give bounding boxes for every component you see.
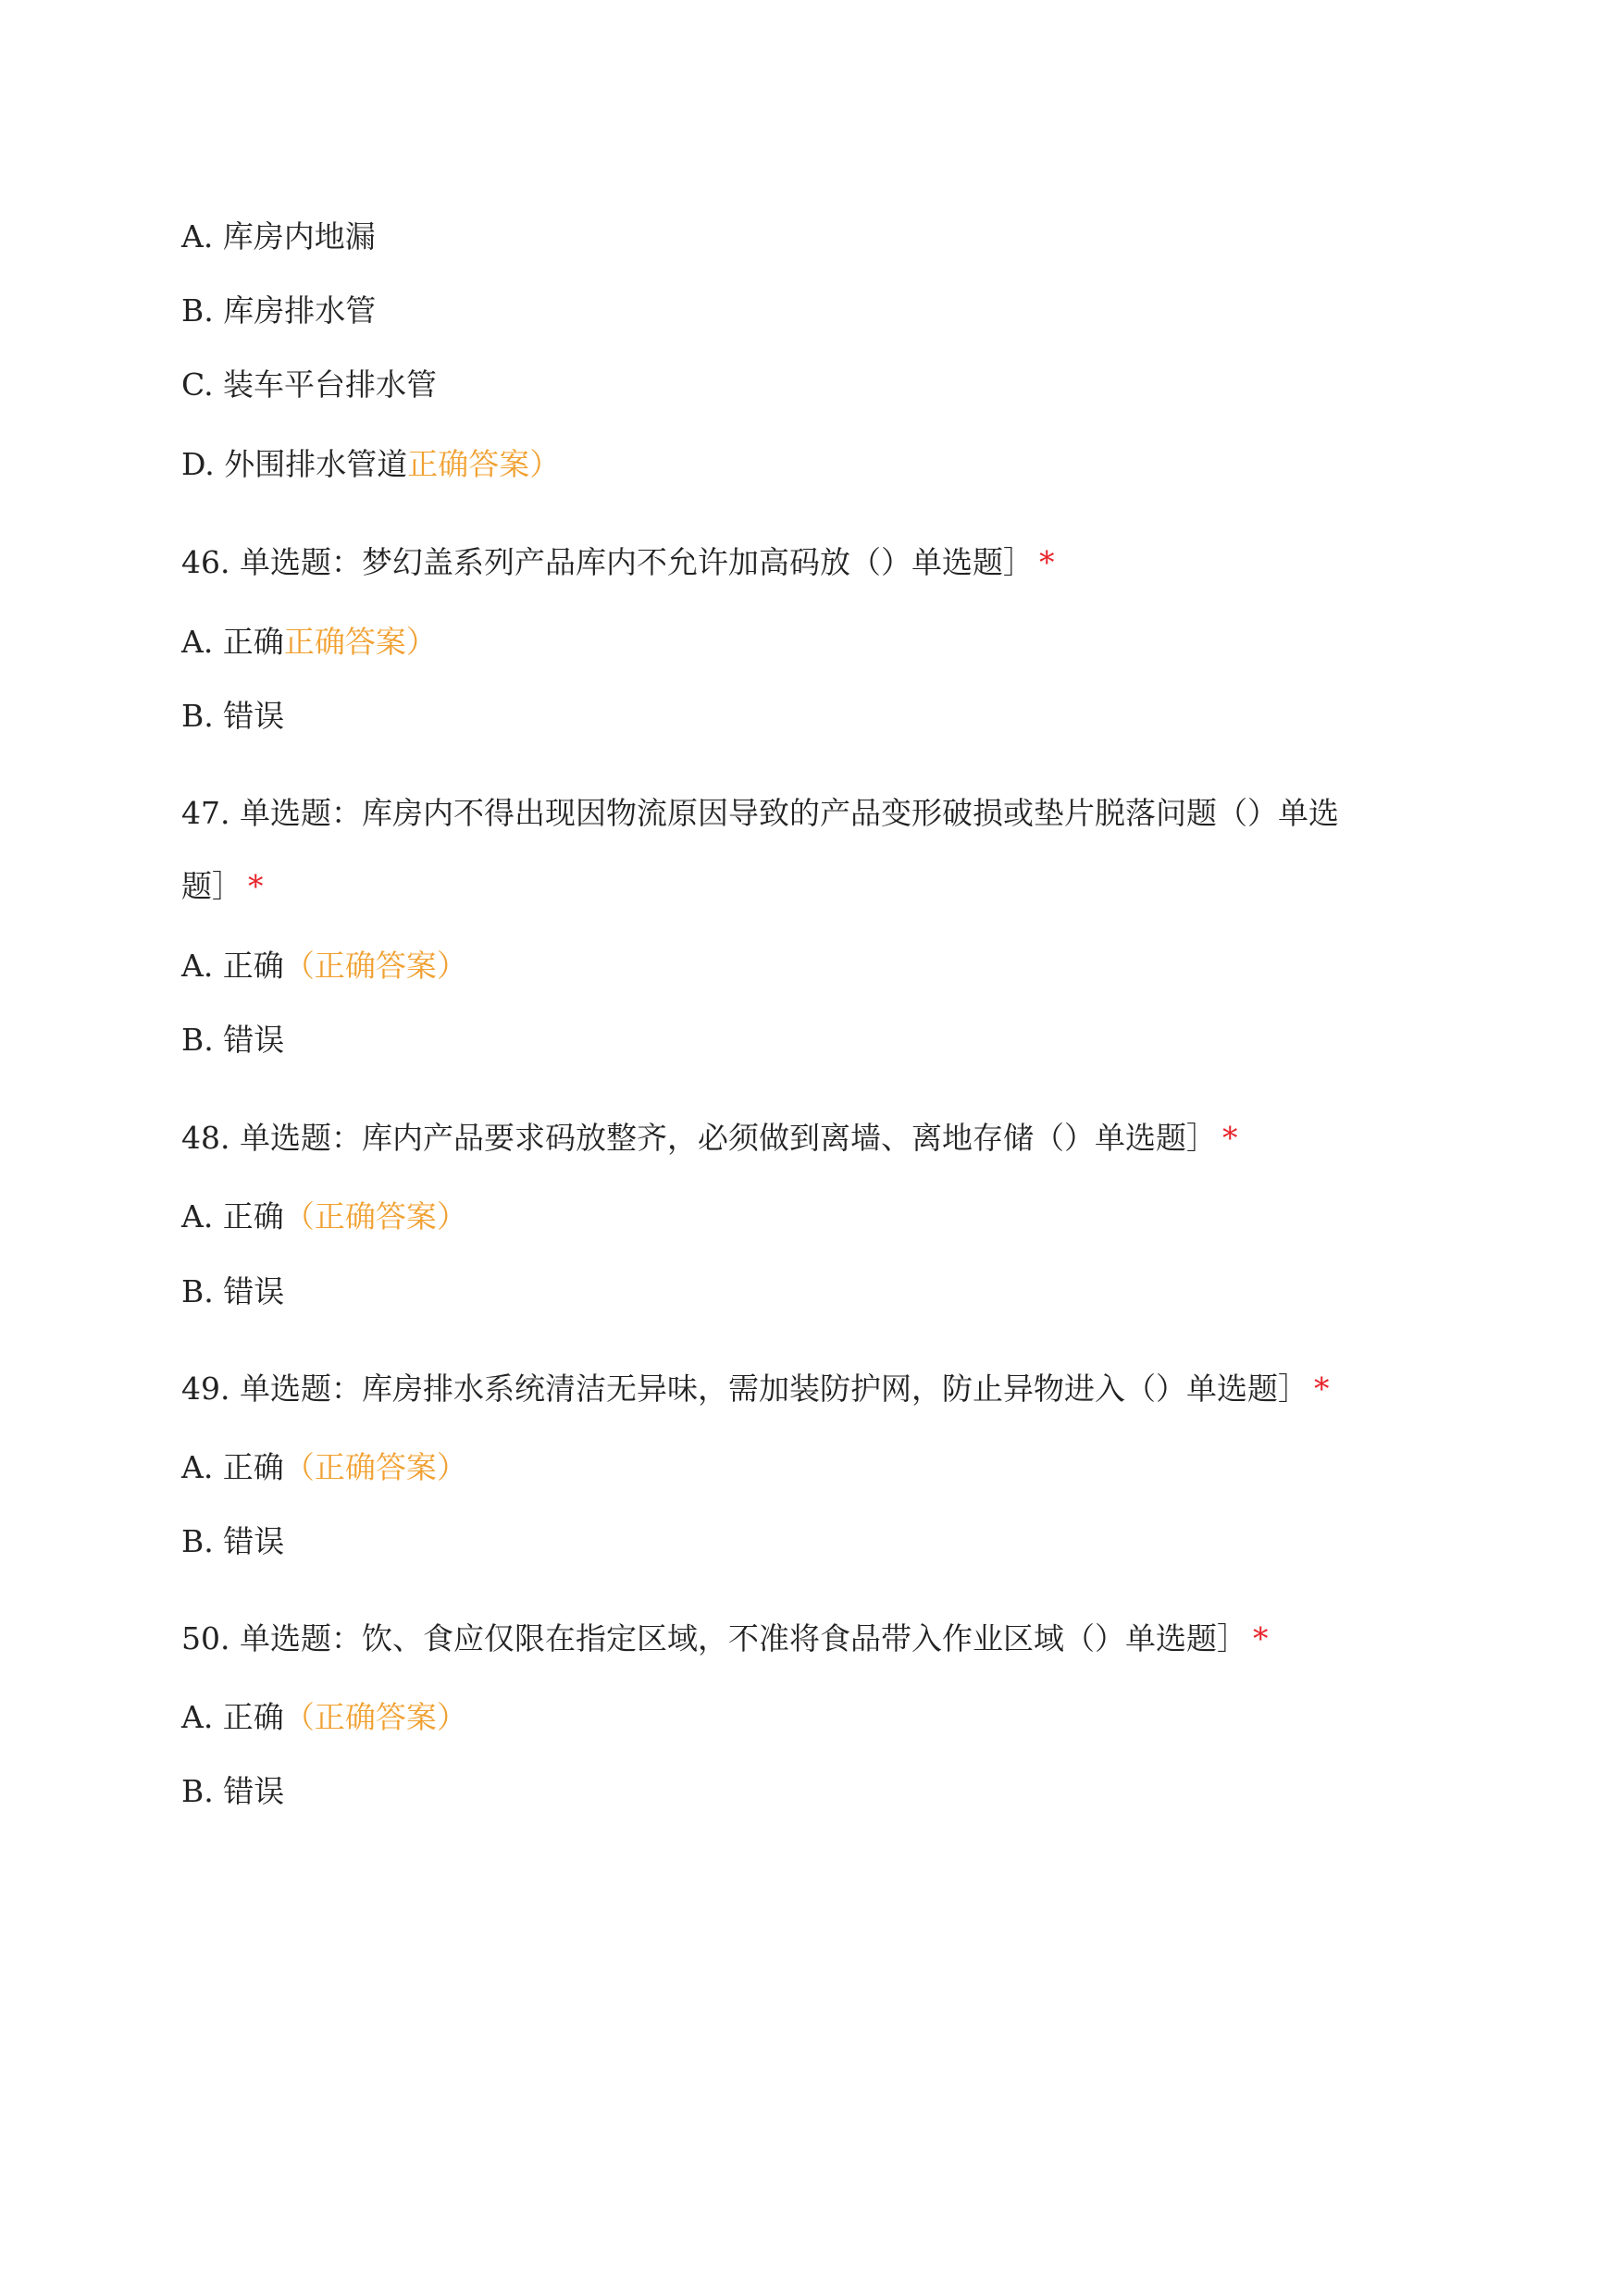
option-text: B. 库房排水管 (181, 292, 377, 329)
option-text: C. 装车平台排水管 (181, 366, 438, 403)
question-49-option-b (181, 1521, 284, 1562)
question-text: 48. 单选题：库内产品要求码放整齐，必须做到离墙、离地存储（）单选题］ (181, 1120, 1217, 1156)
option-prev-c (181, 365, 437, 405)
question-49-title (181, 1369, 1329, 1409)
correct-answer-label: （正确答案） (283, 948, 467, 984)
question-46-option-a (181, 622, 437, 663)
question-text: 46. 单选题：梦幻盖系列产品库内不允许加高码放（）单选题］ (181, 544, 1034, 580)
required-mark: * (1313, 1371, 1330, 1407)
option-text: D. 外围排水管道 (181, 446, 408, 482)
correct-answer-label: 正确答案） (407, 446, 561, 482)
option-prev-d (181, 444, 560, 485)
option-text: B. 错误 (181, 698, 285, 734)
question-text: 49. 单选题：库房排水系统清洁无异味，需加装防护网，防止异物进入（）单选题］ (181, 1371, 1308, 1407)
question-47-title-cont (181, 866, 264, 907)
question-48-option-a (181, 1197, 467, 1237)
correct-answer-label: （正确答案） (283, 1198, 467, 1234)
question-text: 47. 单选题：库房内不得出现因物流原因导致的产品变形破损或垫片脱落问题（）单选 (181, 795, 1339, 831)
option-text: A. 正确 (181, 1198, 284, 1234)
option-text: A. 正确 (181, 1449, 284, 1485)
correct-answer-label: （正确答案） (283, 1699, 467, 1735)
question-47-title (181, 793, 1339, 834)
question-48-option-b (181, 1272, 284, 1312)
option-text: B. 错误 (181, 1022, 285, 1058)
option-text: B. 错误 (181, 1523, 285, 1559)
required-mark: * (248, 868, 264, 904)
question-46-option-b (181, 696, 284, 737)
question-49-option-a (181, 1447, 467, 1488)
question-46-title (181, 542, 1054, 583)
question-50-title (181, 1619, 1268, 1659)
question-text-cont: 题］ (181, 868, 242, 904)
option-text: A. 正确 (181, 948, 284, 984)
question-47-option-b (181, 1020, 284, 1061)
question-48-title (181, 1118, 1237, 1159)
question-47-option-a (181, 946, 467, 986)
option-text: A. 正确 (181, 1699, 284, 1735)
question-50-option-b (181, 1771, 284, 1812)
option-prev-a (181, 217, 376, 257)
correct-answer-label: （正确答案） (283, 1449, 467, 1485)
option-text: B. 错误 (181, 1773, 285, 1809)
option-text: A. 库房内地漏 (181, 218, 376, 254)
option-prev-b (181, 291, 376, 331)
question-text: 50. 单选题：饮、食应仅限在指定区域，不准将食品带入作业区域（）单选题］ (181, 1620, 1247, 1656)
option-text: A. 正确 (181, 624, 284, 660)
correct-answer-label: 正确答案） (283, 624, 437, 660)
required-mark: * (1252, 1620, 1269, 1656)
required-mark: * (1221, 1120, 1238, 1156)
question-50-option-a (181, 1697, 467, 1738)
required-mark: * (1038, 544, 1055, 580)
option-text: B. 错误 (181, 1273, 285, 1309)
